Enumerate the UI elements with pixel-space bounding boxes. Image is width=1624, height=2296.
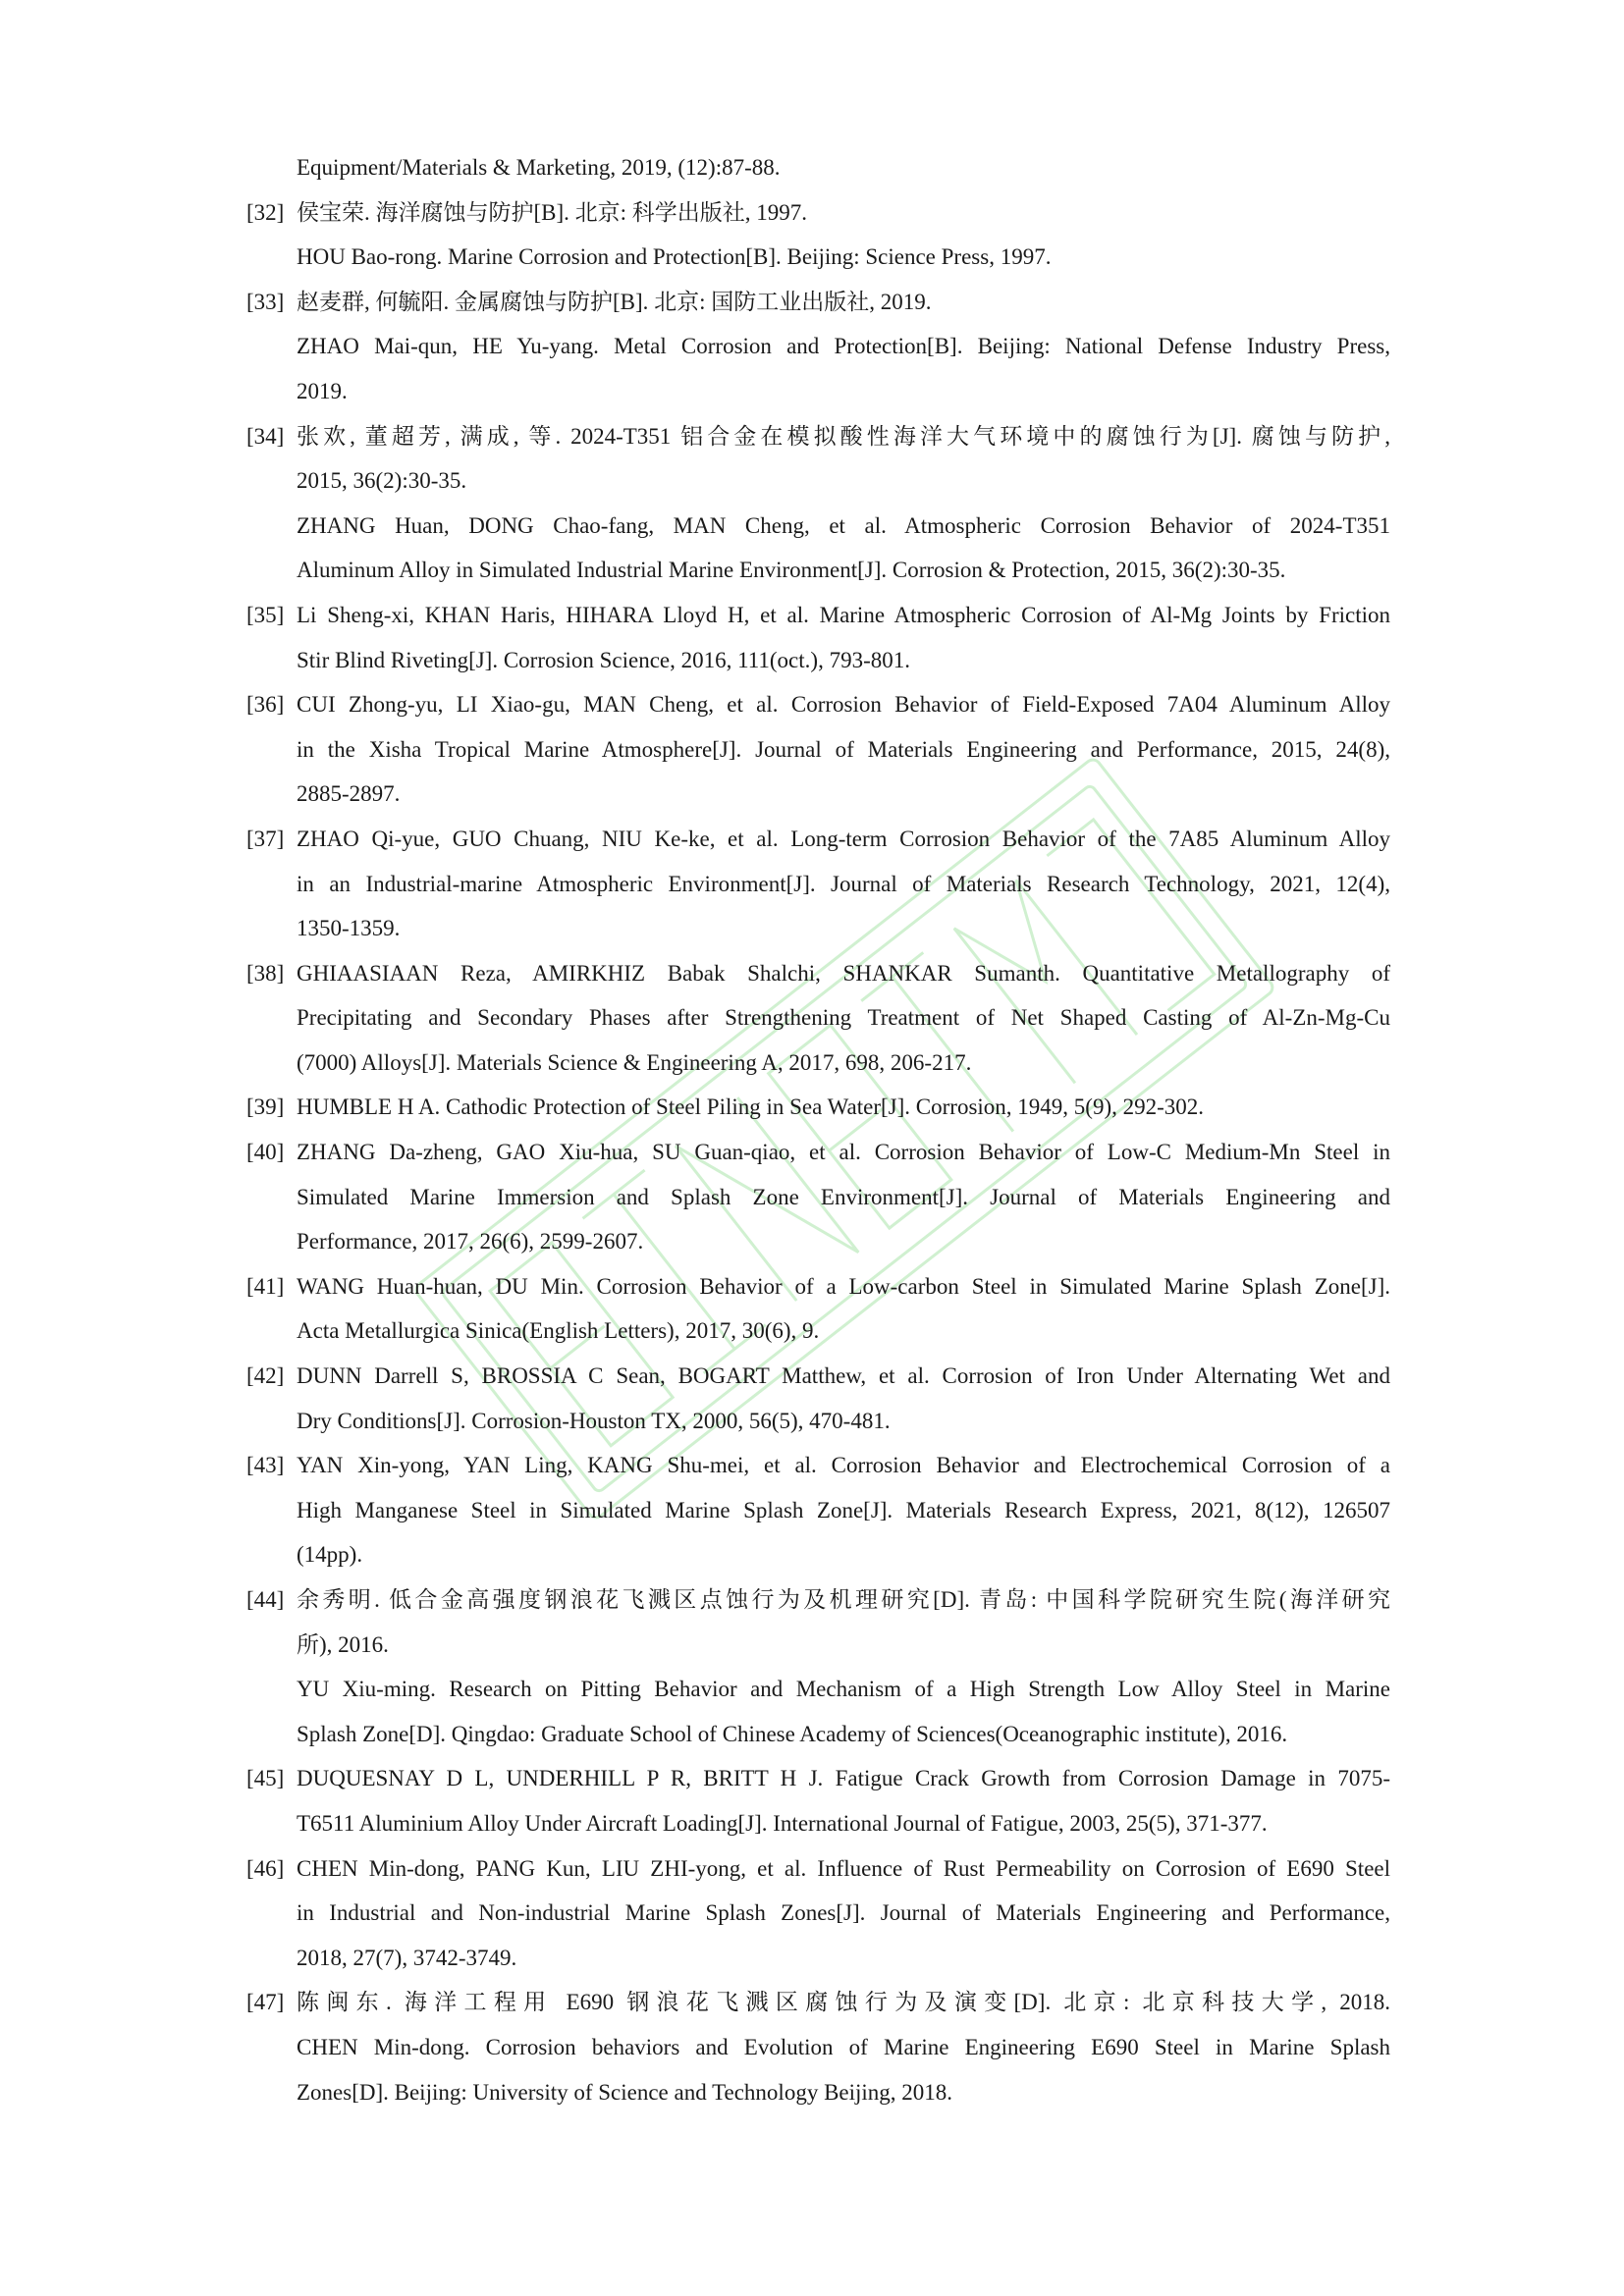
reference-text: Simulated Marine Immersion and Splash Zone Environment[J]. Journal of Materials Engineering and — [297, 1184, 1390, 1209]
reference-line — [246, 1712, 1390, 1757]
reference-text: in an Industrial-marine Atmospheric Environment[J]. Journal of Materials Research Technology, 2021, 12(4), — [297, 871, 1390, 896]
reference-text: DUNN Darrell S, BROSSIA C Sean, BOGART Matthew, et al. Corrosion of Iron Under Alternating Wet and — [297, 1363, 1390, 1389]
reference-text: ZHAO Mai-qun, HE Yu-yang. Metal Corrosion and Protection[B]. Beijing: National Defense Industry Press, — [297, 334, 1390, 359]
reference-line — [246, 2070, 1390, 2115]
reference-text: 2018, 27(7), 3742-3749. — [297, 1945, 517, 1970]
reference-line — [246, 235, 1390, 280]
reference-number: [44] — [246, 1587, 285, 1612]
reference-line — [246, 1219, 1390, 1264]
reference-text: 2885-2897. — [297, 781, 401, 807]
reference-text: WANG Huan-huan, DU Min. Corrosion Behavior of a Low-carbon Steel in Simulated Marine Splash Zone[J]. — [297, 1273, 1390, 1299]
reference-line — [246, 593, 1390, 638]
reference-text: Stir Blind Riveting[J]. Corrosion Science, 2016, 111(oct.), 793-801. — [297, 647, 910, 672]
reference-number: [45] — [246, 1766, 285, 1791]
reference-text: Zones[D]. Beijing: University of Science and Technology Beijing, 2018. — [297, 2079, 953, 2105]
reference-line — [246, 369, 1390, 414]
reference-entry — [246, 1980, 1390, 2114]
reference-line — [246, 1308, 1390, 1354]
reference-text: Acta Metallurgica Sinica(English Letters), 2017, 30(6), 9. — [297, 1318, 820, 1344]
reference-line — [246, 906, 1390, 951]
reference-text: 侯宝荣. 海洋腐蚀与防护[B]. 北京: 科学出版社, 1997. — [297, 199, 808, 225]
reference-line — [246, 995, 1390, 1041]
reference-line — [246, 1041, 1390, 1086]
reference-text: CUI Zhong-yu, LI Xiao-gu, MAN Cheng, et al. Corrosion Behavior of Field-Exposed 7A04 Aluminum Alloy — [297, 692, 1390, 718]
reference-line — [246, 145, 1390, 190]
reference-text: Li Sheng-xi, KHAN Haris, HIHARA Lloyd H, et al. Marine Atmospheric Corrosion of Al-Mg Joints by Friction — [297, 602, 1390, 627]
reference-text: Dry Conditions[J]. Corrosion-Houston TX, 2000, 56(5), 470-481. — [297, 1408, 891, 1433]
reference-number: [33] — [246, 289, 285, 314]
reference-entry — [246, 1756, 1390, 1845]
reference-text: (14pp). — [297, 1542, 363, 1568]
reference-entry — [246, 280, 1390, 414]
reference-number: [38] — [246, 960, 285, 986]
reference-line — [246, 1532, 1390, 1577]
reference-text: Splash Zone[D]. Qingdao: Graduate School of Chinese Academy of Sciences(Oceanographic institute), 2016. — [297, 1721, 1288, 1746]
reference-number: [41] — [246, 1273, 285, 1299]
reference-line — [246, 772, 1390, 817]
reference-text: 所), 2016. — [297, 1631, 389, 1657]
reference-number: [34] — [246, 423, 285, 449]
reference-line — [246, 951, 1390, 996]
reference-entry — [246, 682, 1390, 817]
reference-text: HUMBLE H A. Cathodic Protection of Steel Piling in Sea Water[J]. Corrosion, 1949, 5(9), 292-302. — [297, 1095, 1205, 1120]
reference-entry — [246, 817, 1390, 951]
reference-entry — [246, 1354, 1390, 1443]
reference-line — [246, 727, 1390, 773]
reference-line — [246, 1846, 1390, 1892]
reference-text: 张欢, 董超芳, 满成, 等. 2024-T351 铝合金在模拟酸性海洋大气环境中的腐蚀行为[J]. 腐蚀与防护, — [297, 423, 1390, 449]
reference-number: [42] — [246, 1363, 285, 1389]
reference-entry — [246, 951, 1390, 1086]
reference-line — [246, 817, 1390, 862]
reference-line — [246, 1577, 1390, 1623]
reference-entry — [246, 1846, 1390, 1981]
reference-text: Performance, 2017, 26(6), 2599-2607. — [297, 1229, 644, 1255]
reference-number: [36] — [246, 692, 285, 718]
reference-text: YAN Xin-yong, YAN Ling, KANG Shu-mei, et al. Corrosion Behavior and Electrochemical Corrosion of a — [297, 1453, 1390, 1478]
reference-text: ZHANG Huan, DONG Chao-fang, MAN Cheng, et al. Atmospheric Corrosion Behavior of 2024-T351 — [297, 512, 1390, 538]
reference-entry — [246, 1443, 1390, 1577]
reference-text: YU Xiu-ming. Research on Pitting Behavior and Mechanism of a High Strength Low Alloy Steel in Marine — [297, 1677, 1390, 1702]
reference-line — [246, 1667, 1390, 1712]
reference-line — [246, 1264, 1390, 1309]
reference-entry — [246, 1264, 1390, 1354]
reference-text: GHIAASIAAN Reza, AMIRKHIZ Babak Shalchi, SHANKAR Sumanth. Quantitative Metallography of — [297, 960, 1390, 986]
reference-entry — [246, 190, 1390, 280]
reference-text: ZHANG Da-zheng, GAO Xiu-hua, SU Guan-qiao, et al. Corrosion Behavior of Low-C Medium-Mn Steel in — [297, 1140, 1390, 1165]
reference-text: CHEN Min-dong. Corrosion behaviors and Evolution of Marine Engineering E690 Steel in Marine Splash — [297, 2034, 1390, 2059]
reference-number: [37] — [246, 826, 285, 851]
reference-line — [246, 1980, 1390, 2025]
reference-line — [246, 638, 1390, 683]
reference-text: CHEN Min-dong, PANG Kun, LIU ZHI-yong, et al. Influence of Rust Permeability on Corrosion of E690 Steel — [297, 1855, 1390, 1881]
reference-line — [246, 862, 1390, 907]
reference-line — [246, 414, 1390, 459]
reference-number: [39] — [246, 1095, 285, 1120]
reference-entry — [246, 1085, 1390, 1130]
reference-line — [246, 1936, 1390, 1981]
reference-text: 赵麦群, 何毓阳. 金属腐蚀与防护[B]. 北京: 国防工业出版社, 2019. — [297, 289, 932, 314]
reference-line — [246, 458, 1390, 504]
reference-entry — [246, 593, 1390, 682]
reference-line — [246, 1623, 1390, 1668]
reference-line — [246, 1443, 1390, 1488]
reference-text: (7000) Alloys[J]. Materials Science & Engineering A, 2017, 698, 206-217. — [297, 1049, 972, 1075]
reference-entry — [246, 145, 1390, 190]
reference-line — [246, 1354, 1390, 1399]
reference-number: [46] — [246, 1855, 285, 1881]
reference-text: in the Xisha Tropical Marine Atmosphere[J]. Journal of Materials Engineering and Performance, 2015, 24(8), — [297, 736, 1390, 762]
reference-line — [246, 1175, 1390, 1220]
reference-number: [43] — [246, 1453, 285, 1478]
reference-number: [35] — [246, 602, 285, 627]
reference-text: Precipitating and Secondary Phases after Strengthening Treatment of Net Shaped Casting of Al-Zn-Mg-Cu — [297, 1005, 1390, 1031]
reference-line — [246, 1891, 1390, 1936]
reference-list — [246, 145, 1390, 2114]
reference-number: [47] — [246, 1990, 285, 2015]
reference-line — [246, 190, 1390, 236]
reference-line — [246, 1756, 1390, 1801]
reference-line — [246, 1488, 1390, 1533]
reference-line — [246, 2025, 1390, 2070]
reference-text: High Manganese Steel in Simulated Marine Splash Zone[J]. Materials Research Express, 2021, 8(12), 126507 — [297, 1497, 1390, 1522]
reference-text: 2019. — [297, 378, 348, 403]
reference-text: 陈闽东. 海洋工程用 E690 钢浪花飞溅区腐蚀行为及演变[D]. 北京: 北京科技大学, 2018. — [297, 1990, 1390, 2015]
reference-line — [246, 1801, 1390, 1846]
reference-text: Equipment/Materials & Marketing, 2019, (12):87-88. — [297, 155, 781, 180]
reference-text: 余秀明. 低合金高强度钢浪花飞溅区点蚀行为及机理研究[D]. 青岛: 中国科学院研究生院(海洋研究 — [297, 1587, 1390, 1612]
reference-entry — [246, 414, 1390, 593]
reference-text: 1350-1359. — [297, 916, 401, 941]
reference-line — [246, 1130, 1390, 1175]
reference-entry — [246, 1130, 1390, 1264]
reference-text: HOU Bao-rong. Marine Corrosion and Protection[B]. Beijing: Science Press, 1997. — [297, 244, 1052, 270]
reference-line — [246, 504, 1390, 549]
reference-text: in Industrial and Non-industrial Marine Splash Zones[J]. Journal of Materials Engineering and Performance, — [297, 1900, 1390, 1926]
reference-line — [246, 682, 1390, 727]
reference-line — [246, 324, 1390, 369]
reference-line — [246, 1085, 1390, 1130]
reference-text: 2015, 36(2):30-35. — [297, 468, 467, 494]
reference-number: [32] — [246, 199, 285, 225]
reference-text: ZHAO Qi-yue, GUO Chuang, NIU Ke-ke, et al. Long-term Corrosion Behavior of the 7A85 Aluminum Alloy — [297, 826, 1390, 851]
reference-text: Aluminum Alloy in Simulated Industrial Marine Environment[J]. Corrosion & Protection, 2015, 36(2):30-35. — [297, 558, 1286, 583]
reference-entry — [246, 1577, 1390, 1756]
reference-text: DUQUESNAY D L, UNDERHILL P R, BRITT H J. Fatigue Crack Growth from Corrosion Damage in 7075- — [297, 1766, 1390, 1791]
reference-number: [40] — [246, 1140, 285, 1165]
reference-line — [246, 280, 1390, 325]
reference-line — [246, 1399, 1390, 1444]
reference-line — [246, 548, 1390, 593]
reference-text: T6511 Aluminium Alloy Under Aircraft Loading[J]. International Journal of Fatigue, 2003, 25(5), 371-377. — [297, 1810, 1268, 1836]
